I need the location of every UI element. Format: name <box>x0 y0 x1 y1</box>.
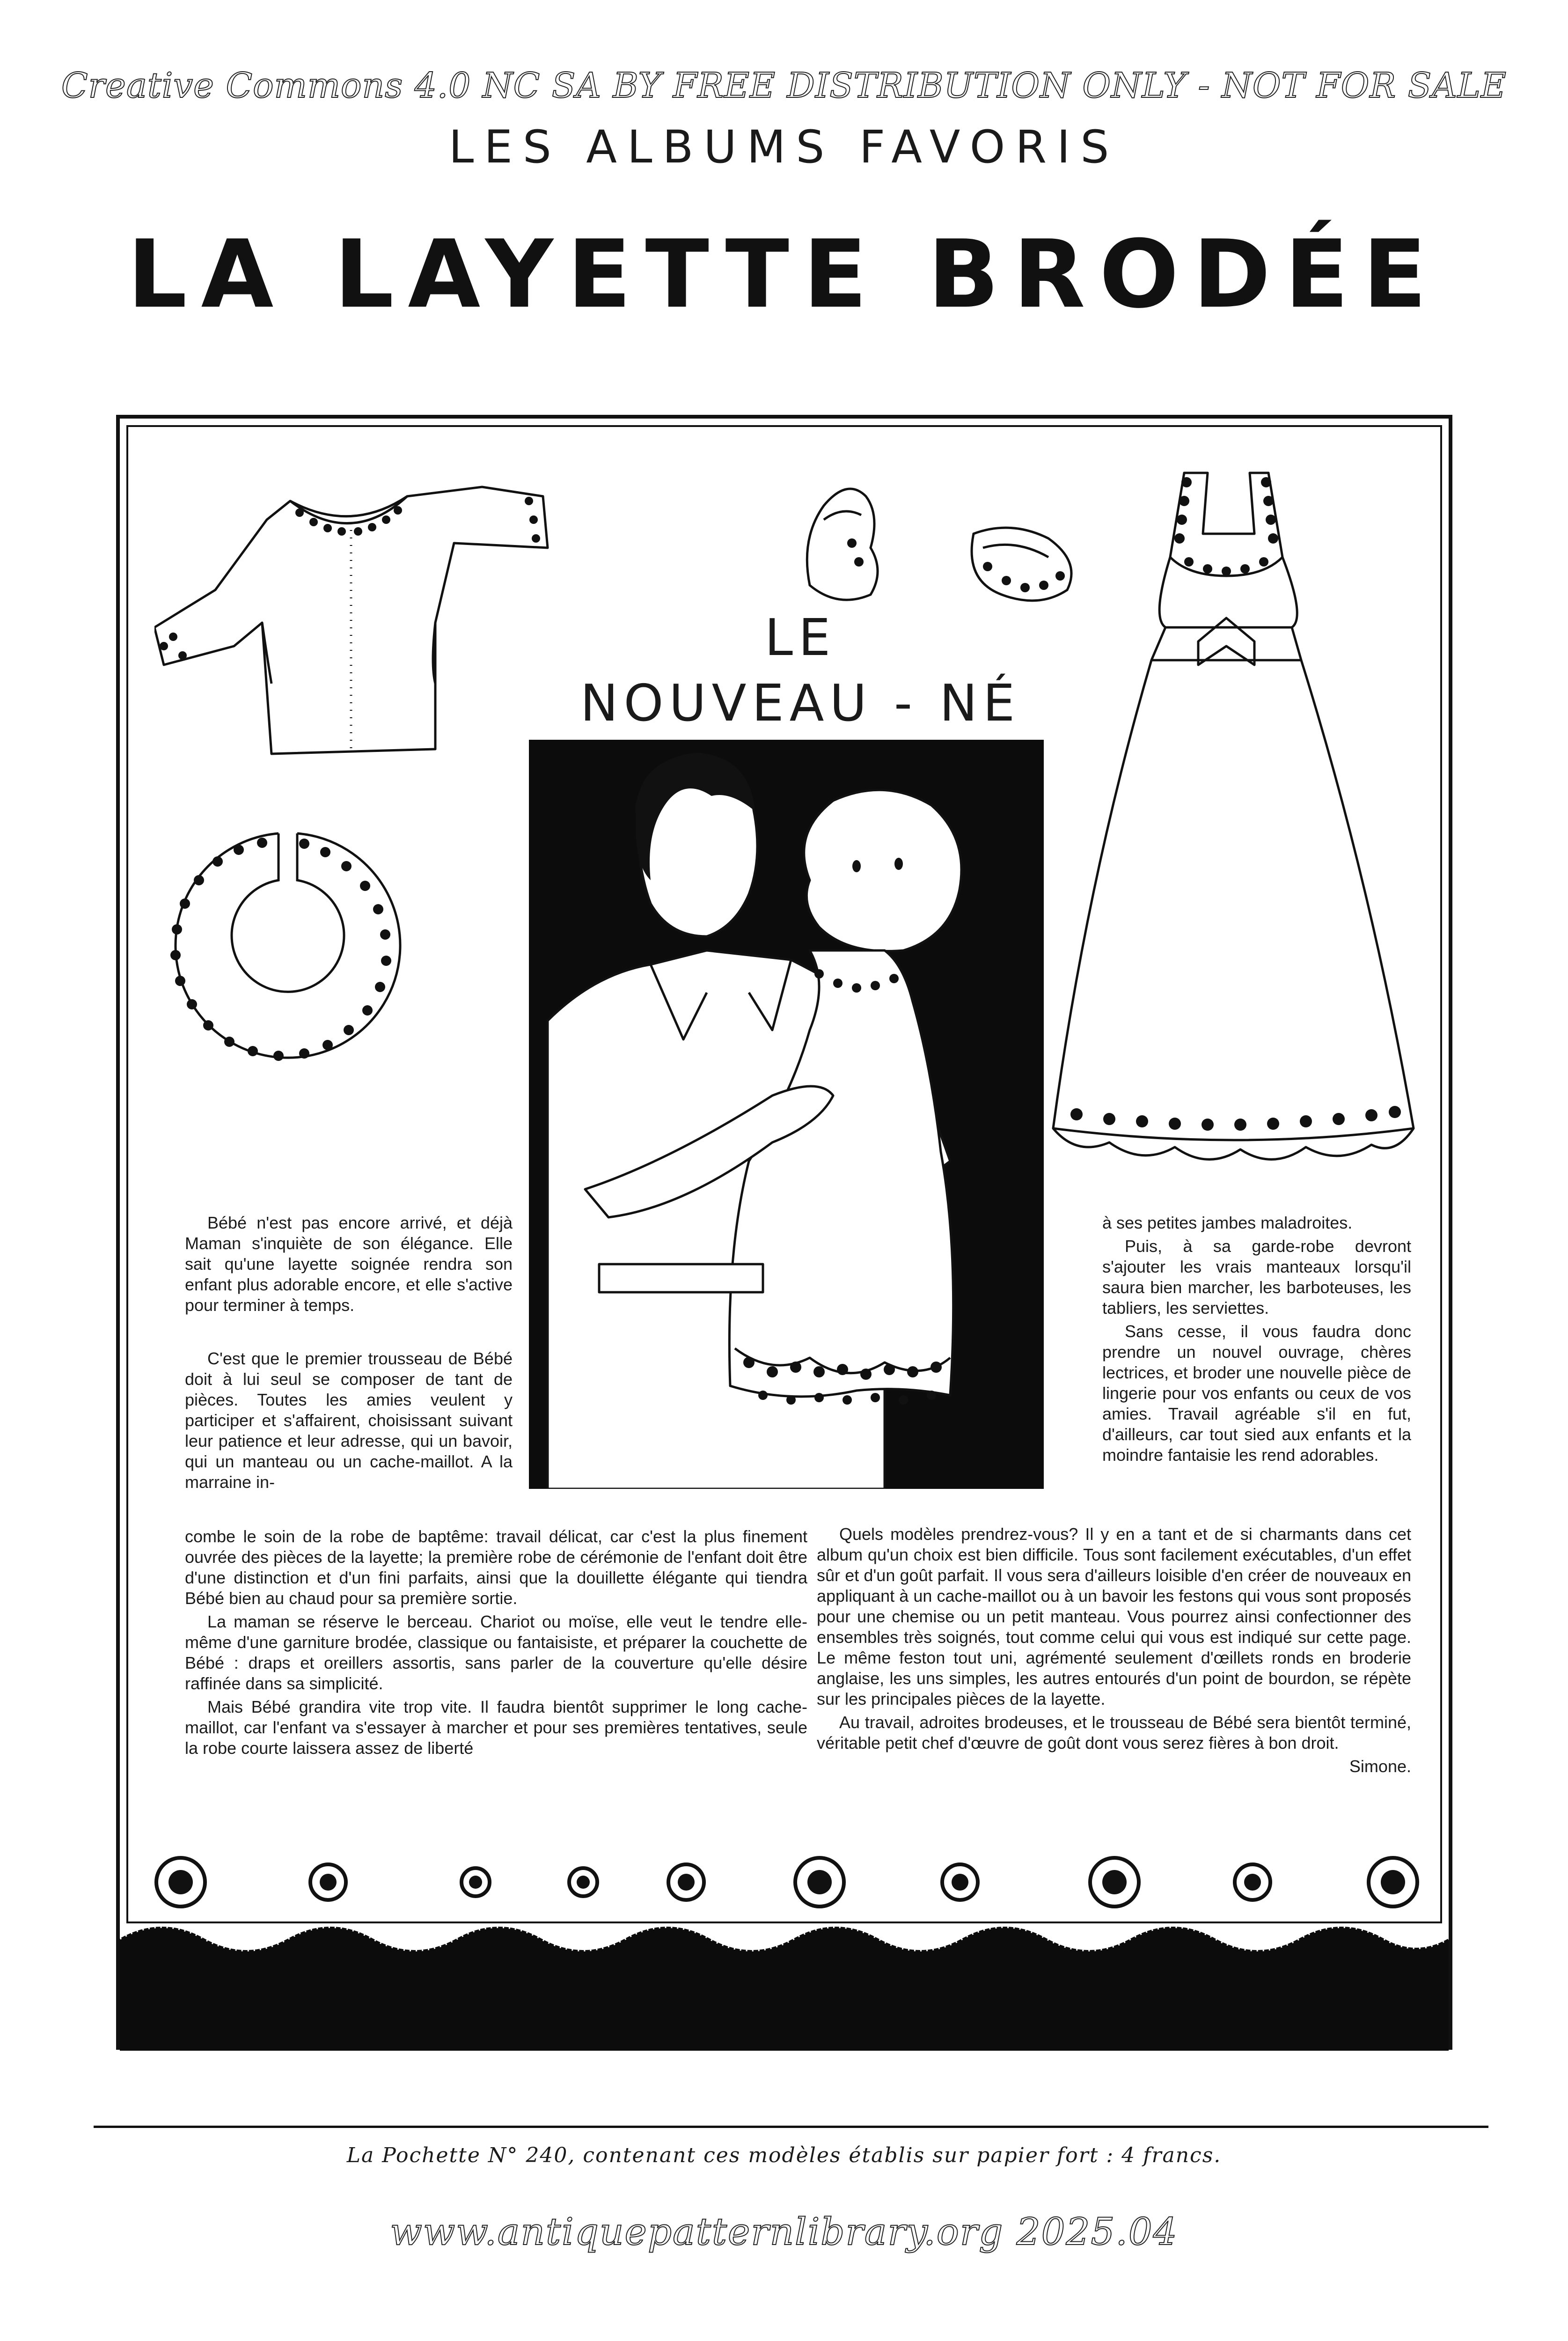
christening-gown-illustration <box>1048 464 1418 1199</box>
license-notice: Creative Commons 4.0 NC SA BY FREE DISTRIBUTION ONLY - NOT FOR SALE <box>61 66 1507 106</box>
author-signature: Simone. <box>1349 1757 1411 1776</box>
paragraph-2-end: combe le soin de la robe de baptême: travail délicat, car c'est la plus finement ouvrée des pièces de la layette; la première robe de cérémonie de l'enfant doit être d'une distinction et d'un fini parfaits, ainsi que la douillette élégante qui tiendra Bébé bien au chaud pour sa première sortie. <box>185 1527 807 1608</box>
article-right-upper <box>1102 1213 1411 1468</box>
series-title: LES ALBUMS FAVORIS <box>448 121 1120 173</box>
article-left-lower <box>185 1526 807 1761</box>
main-title: LA LAYETTE BRODÉE <box>127 220 1441 329</box>
article-left-upper <box>185 1213 513 1318</box>
article-left-middle <box>185 1348 513 1495</box>
paragraph-8: Quels modèles prendrez-vous? Il y en a tant et de si charmants dans cet album qu'un choix est bien difficile. Tous sont facilement exécutables, d'un effet sûr et d'un goût parfait. Il vous sera d'ailleurs loisible d'en créer de nouveaux en appliquant à un cache-maillot ou à un bavoir les festons qui vous sont proposés pour une chemise ou un petit manteau. Vous pourrez ainsi confectionner des ensembles très soignés, tout comme celui qui vous est indiqué sur cette page. Le même feston tout uni, agrémenté seulement d'œillets ronds en broderie anglaise, les uns simples, les autres entourés d'un point de bourdon, se répète sur les principales pièces de la layette. <box>817 1524 1411 1708</box>
pochette-note: La Pochette N° 240, contenant ces modèles établis sur papier fort : 4 francs. <box>346 2143 1222 2167</box>
section-title-line2: NOUVEAU - NÉ <box>580 674 1021 733</box>
paragraph-9: Au travail, adroites brodeuses, et le trousseau de Bébé sera bientôt terminé, véritable petit chef d'œuvre de goût dont vous serez fières à bon droit. <box>817 1713 1411 1752</box>
paragraph-6: Puis, à sa garde-robe devront s'ajouter les vrais manteaux lorsqu'il saura bien marcher, les barboteuses, les tabliers, les serviettes. <box>1102 1237 1411 1318</box>
paragraph-4: Mais Bébé grandira vite trop vite. Il faudra bientôt supprimer le long cache-maillot, car l'enfant va s'essayer à marcher et pour ses premières tentatives, seule la robe courte laissera assez de liberté <box>185 1697 807 1758</box>
mother-and-baby-illustration <box>529 740 1044 1489</box>
article-right-lower <box>817 1524 1411 1777</box>
paragraph-5: à ses petites jambes maladroites. <box>1102 1213 1353 1232</box>
paragraph-2-start: C'est que le premier trousseau de Bébé doit à lui seul se composer de tant de pièces. Toutes les amies veulent y participer et s'affairent, choisissant suivant leur patience et leur adresse, qui un bavoir, qui un manteau ou un cache-maillot. A la marraine in- <box>185 1349 513 1492</box>
baby-jacket-illustration <box>154 468 552 768</box>
round-bib-illustration <box>154 815 417 1086</box>
paragraph-7: Sans cesse, il vous faudra donc prendre un nouvel ouvrage, chères lectrices, et broder une nouvelle pièce de lingerie pour vos enfants ou ceux de vos amies. Travail agréable s'il en fut, d'ailleurs, car tout sied aux enfants et la moindre fantaisie les rend adorables. <box>1102 1322 1411 1465</box>
footer-rule <box>94 2126 1488 2128</box>
paragraph-1: Bébé n'est pas encore arrivé, et déjà Maman s'inquiète de son élégance. Elle sait qu'une layette soignée rendra son enfant plus adorable encore, et elle s'active pour terminer à temps. <box>185 1213 513 1315</box>
eyelet-scallop-border <box>120 1845 1449 2051</box>
section-title-line1: LE <box>764 609 836 667</box>
website-watermark: www.antiquepatternlibrary.org 2025.04 <box>390 2210 1178 2253</box>
paragraph-3: La maman se réserve le berceau. Chariot ou moïse, elle veut le tendre elle-même d'une garniture brodée, classique ou fantaisiste, et préparer la couchette de Bébé : draps et oreillers assortis, sans parler de la couverture qu'elle désire raffinée dans sa simplicité. <box>185 1612 807 1693</box>
